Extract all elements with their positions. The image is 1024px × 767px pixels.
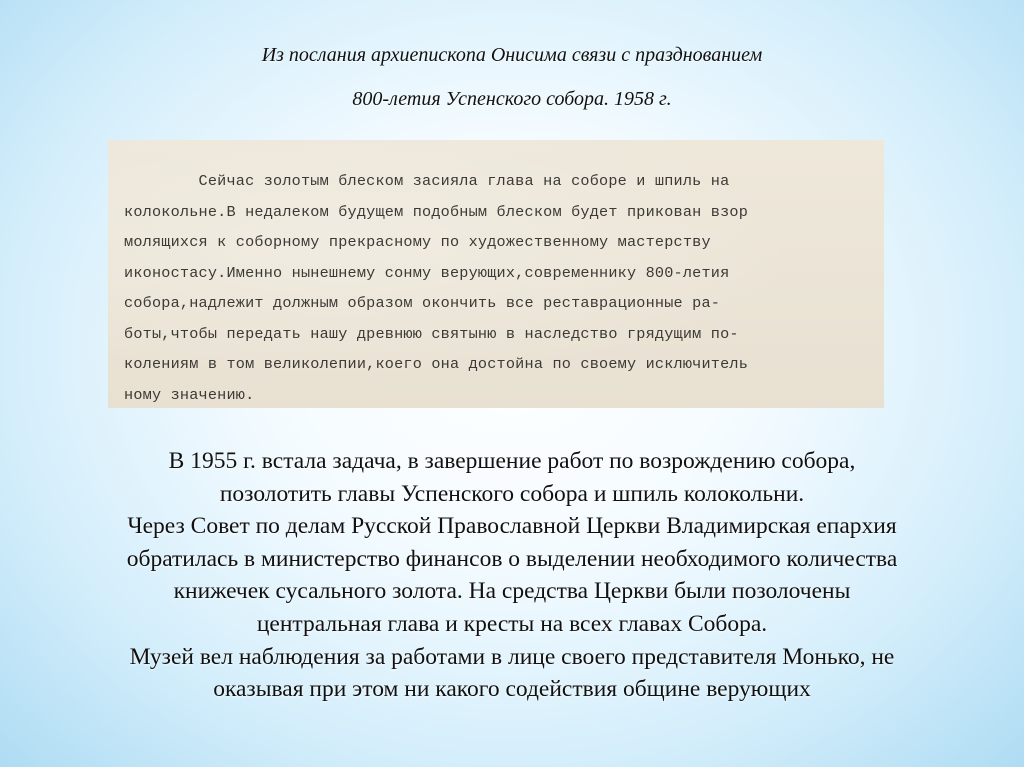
letter-line: Сейчас золотым блеском засияла глава на соборе и шпиль на (124, 172, 730, 190)
letter-line: иконостасу.Именно нынешнему сонму верующих,современнику 800-летия (124, 263, 730, 282)
letter-line: собора,надлежит должным образом окончить все реставрационные ра- (124, 294, 721, 312)
title-line-1: Из послания архиепископа Онисима связи с празднованием (261, 44, 763, 66)
body-line: В 1955 г. встала задача, в завершение работ по возрождению собора, (168, 448, 856, 474)
body-line: Через Совет по делам Русской Православной Церкви Владимирская епархия (127, 513, 897, 540)
body-text (0, 445, 1024, 706)
letter-line: боты,чтобы передать нашу древнюю святыню в наследство грядущим по- (124, 324, 739, 343)
body-line: позолотить главы Успенского собора и шпиль колокольни. (219, 480, 805, 507)
archival-letter-image (108, 140, 884, 408)
body-line: центральная глава и кресты на всех главах Собора. (256, 610, 768, 637)
slide-title (0, 33, 1024, 121)
body-line: обратилась в министерство финансов о выделении необходимого количества (126, 545, 898, 572)
body-line: Музей вел наблюдения за работами в лице своего представителя Монько, не (129, 643, 895, 670)
letter-line: колениям в том великолепии,коего она достойна по своему исключитель (124, 355, 749, 373)
body-line: книжечек сусального золота. На средства Церкви были позолочены (173, 578, 851, 605)
letter-line: колокольне.В недалеком будущем подобным блеском будет прикован взор (124, 202, 749, 221)
letter-line: молящихся к соборному прекрасному по художественному мастерству (124, 233, 711, 251)
title-line-2: 800-летия Успенского собора. 1958 г. (352, 88, 672, 110)
letter-line: ному значению. (124, 385, 255, 404)
body-line: оказывая при этом ни какого содействия общине верующих (213, 676, 811, 703)
